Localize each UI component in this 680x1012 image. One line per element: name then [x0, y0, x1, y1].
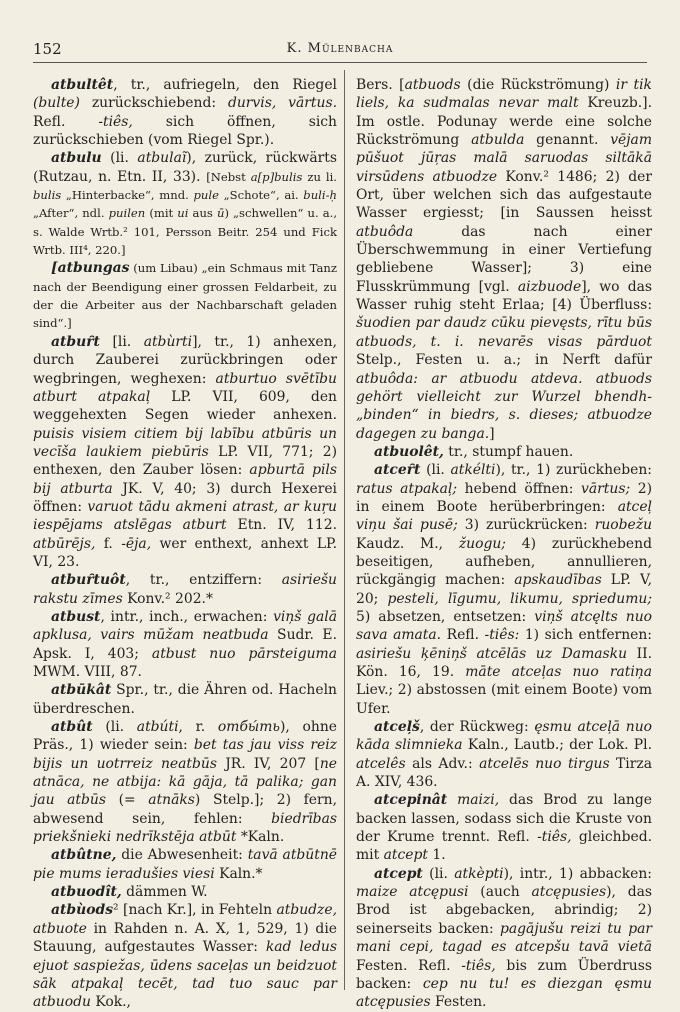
- headword: atceļš: [374, 719, 420, 736]
- example-text: cep nu tu! es diezgan ęsmu atcępusies: [356, 975, 653, 1011]
- definition-text: Stelp., Festen u. a.; in Nerft dafür: [356, 352, 652, 369]
- example-text: atbulaĩ: [137, 150, 187, 167]
- definition-text: ], tr., 1) anhexen, durch Zauberei zurückbringen oder wegbringen, weghexen:: [33, 333, 337, 387]
- right-column: [356, 76, 652, 1012]
- entry-atbutne: [33, 846, 337, 883]
- definition-text: genannt.: [524, 132, 611, 149]
- example-text: vārtus;: [581, 480, 631, 497]
- example-text: viņš galā apklusa, vairs mūžam neatbuda: [33, 608, 337, 644]
- definition-text: Kreuzb.]. Im ostle. Podunay werde eine solche Rückströmung: [356, 95, 652, 149]
- column-divider: [344, 70, 345, 990]
- definition-text: Festen.: [430, 994, 487, 1011]
- definition-text: (li.: [422, 865, 455, 882]
- definition-text: Konv.² 1486; 2) der Ort, über welchen sich das aufgestaute Wasser ergiesst; [in Saussen heisst: [356, 168, 652, 222]
- definition-text: LP. VII, 771; 2) enthexen, den Zauber lösen:: [33, 443, 338, 479]
- headword: atbulu: [51, 150, 102, 167]
- definition-text: ) Stelp.]; 2) fern, abwesend sein, fehlen:: [33, 792, 337, 827]
- example-text: -tiês,: [98, 113, 133, 130]
- entry-atbuods: [33, 901, 337, 1011]
- definition-text: ), tr., 1) zurückheben:: [495, 462, 652, 479]
- definition-text: (die Rückströmung): [460, 77, 616, 93]
- definition-text: , tr., aufriegeln, den Riegel: [113, 77, 337, 93]
- example-text: durvis, vārtus.: [227, 95, 337, 112]
- entry-atbulu: [33, 149, 337, 259]
- example-text: atbùrti: [143, 333, 193, 350]
- definition-text: 3) zurückrücken:: [457, 517, 595, 534]
- definition-text: Liev.; 2) abstossen (mit einem Boote) vom Ufer.: [356, 682, 652, 717]
- entry-atbuolet: [356, 443, 652, 461]
- example-text: ir tik liels, ka sudmalas nevar malt: [356, 77, 652, 112]
- entry-atbultet: [33, 76, 337, 149]
- definition-text: in Rahden n. A. X, 1, 529, 1) die Stauung, aufgestautes Wasser:: [33, 920, 337, 956]
- example-text: atbūrējs,: [33, 535, 96, 552]
- definition-text: Sudr. E. Apsk. I, 403;: [33, 627, 337, 662]
- headword: atbultêt: [51, 77, 114, 93]
- example-text: -tiês:: [484, 627, 520, 644]
- note-text: „After“, ndl.: [33, 206, 109, 221]
- definition-text: die Abwesenheit:: [116, 847, 248, 864]
- headword: atbuolêt,: [374, 443, 444, 460]
- example-text: (bulte): [33, 95, 80, 112]
- example-text: ratus atpakaļ;: [356, 480, 458, 497]
- note-text: buli-ḥ: [303, 188, 337, 203]
- page-header: [33, 40, 647, 63]
- definition-text: II. Kön. 16, 19.: [356, 645, 652, 680]
- example-text: atkèpti: [454, 865, 504, 882]
- entry-atbuods-continued: [356, 76, 652, 443]
- definition-text: , intr., inch., erwachen:: [100, 608, 274, 625]
- entry-atcepinat: [356, 791, 652, 864]
- note-text: pule: [193, 188, 219, 203]
- definition-text: Spr., tr., die Ähren od. Hacheln überdreschen.: [33, 682, 337, 717]
- note-text: (mit: [145, 206, 178, 221]
- definition-text: Kaln., Lautb.; der Lok. Pl.: [462, 737, 652, 754]
- example-text: varuot tādu akmeni atrast, ar kuŗu iespējams atslēgas atburt: [33, 498, 337, 534]
- definition-text: ], wo das Wasser ruhig steht Erlaa; [4) Überfluss:: [356, 278, 652, 314]
- example-text: bet tas jau viss reiz bijis un uotrreiz neatbūs: [33, 737, 337, 772]
- definition-text: 1.: [427, 847, 446, 864]
- headword: atbuȓt: [51, 333, 100, 350]
- definition-text: das Brod zu lange backen lassen, sodass sich die Kruste von der Krume trennt. Refl.: [356, 792, 652, 846]
- example-text: kad ledus ejuot saspiežas, ūdens saceļas un beidzuot sāk atpakaļ tecēt, tad tuo sauc par atbuodu: [33, 939, 337, 1011]
- page-number: 152: [33, 40, 62, 58]
- definition-text: [li.: [99, 333, 144, 350]
- definition-text: ), ohne Präs., 1) wieder sein:: [33, 719, 337, 754]
- example-text: atbulda: [471, 132, 525, 149]
- definition-text: wer enthext, anhext LP. VI, 23.: [33, 535, 337, 570]
- definition-text: JK. V, 40; 3) durch Hexerei öffnen:: [33, 480, 337, 515]
- definition-text: (=: [105, 792, 149, 809]
- example-text: pagājušu reizi tu par mani cepi, tagad es atcepšu tavā vietā: [356, 920, 653, 956]
- example-text: maize atcępusi: [356, 884, 469, 901]
- example-text: apskaudības: [514, 572, 602, 589]
- definition-text: ), zurück, rückwärts (Rutzau, n. Etn. II, 33).: [33, 150, 337, 185]
- headword: atcepinât: [374, 792, 448, 809]
- headword: atbuodît,: [51, 884, 122, 901]
- example-text: māte atceļas nuo ratiņa: [465, 664, 652, 680]
- example-text: maizi,: [457, 792, 500, 809]
- example-text: atbust nuo pārsteiguma: [151, 645, 337, 662]
- definition-text: 5) absetzen, entsetzen:: [356, 608, 535, 625]
- running-title: K. Mülenbacha: [286, 41, 394, 56]
- example-text: biedrības priekšnieki nedrīkstēja atbūt: [33, 810, 337, 846]
- example-text: atbúti: [136, 719, 179, 736]
- definition-text: ² [nach Kr.], in Fehteln: [113, 902, 277, 919]
- definition-text: bis zum Überdruss backen:: [356, 957, 652, 992]
- definition-text: zurückschiebend:: [79, 95, 228, 112]
- example-text: apburtā pils bij atburta: [33, 462, 337, 497]
- example-text: viņš atcęlts nuo sava amata.: [356, 608, 653, 644]
- example-text: atbudze, atbuote: [33, 902, 337, 937]
- definition-text: Kaln.*: [214, 865, 263, 882]
- note-text: ) „schwellen“ u. a., s. Walde Wrtb.² 101, Persson Beitr. 254 und Fick Wrtb. III⁴, 220.]: [33, 206, 338, 258]
- headword: atbût: [51, 719, 93, 736]
- note-text: a[p]bulis: [250, 169, 303, 184]
- entry-atbukat: [33, 681, 337, 718]
- definition-text: ), das Brod ist abgebacken, abrindig; 2) seinerseits backen:: [356, 884, 652, 937]
- example-text: puisis visiem citiem bij labību atbūris un vecīša laukiem piebūris: [33, 425, 337, 460]
- example-text: atcępusies: [531, 884, 607, 901]
- definition-text: ), intr., 1) abbacken:: [503, 865, 652, 882]
- note-text: [Nebst: [206, 169, 251, 184]
- definition-text: als Adv.:: [405, 755, 480, 772]
- definition-text: Bers. [: [356, 77, 405, 93]
- definition-text: Tirza A. XIV, 436.: [356, 755, 652, 791]
- definition-text: Festen. Refl.: [356, 957, 462, 974]
- definition-text: Refl.: [33, 113, 99, 130]
- definition-text: gleichbed. mit: [356, 829, 653, 864]
- example-text: atburtuo svētību atburt atpakaļ: [33, 370, 337, 405]
- definition-text: , r.: [178, 719, 218, 736]
- definition-text: MWM. VIII, 87.: [33, 664, 142, 680]
- left-column: [33, 76, 337, 1012]
- headword: atbūkât: [51, 682, 112, 699]
- example-text: atbuods: [404, 77, 461, 93]
- example-text: tavā atbūtnē pie mums ieradušies viesi: [33, 847, 337, 882]
- entry-atcept: [356, 865, 652, 1012]
- headword: atceȓt: [374, 462, 421, 479]
- definition-text: dämmen W.: [121, 884, 208, 901]
- example-text: atnāks: [148, 792, 195, 809]
- example-text: asiriešu rakstu zīmes: [33, 572, 337, 607]
- definition-text: 2) in einem Boote herüberbringen:: [356, 480, 652, 515]
- headword: [atbungas: [51, 260, 130, 277]
- definition-text: Kok.,: [90, 994, 131, 1011]
- definition-text: (li.: [420, 462, 451, 479]
- definition-text: JR. IV, 207 [: [216, 755, 320, 772]
- definition-text: 1) sich entfernen:: [519, 627, 652, 644]
- note-text: zu li.: [302, 169, 337, 184]
- example-text: отбы́ть: [217, 719, 280, 736]
- definition-text: Etn. IV, 112.: [226, 517, 337, 534]
- entry-atbust: [33, 608, 337, 681]
- entry-atcelt: [356, 461, 652, 718]
- entry-atcels: [356, 718, 652, 791]
- definition-text: Kaudz. M.,: [356, 535, 459, 552]
- definition-text: (auch: [468, 884, 532, 901]
- example-text: ęsmu atceļā nuo kāda slimnieka: [356, 719, 653, 754]
- definition-text: (um Libau) „ein Schmaus mit Tanz nach der Beendigung einer grossen Feldarbeit, zu der die Arbeiter aus der Nachbarschaft geladen sind“.]: [33, 261, 337, 331]
- example-text: atcept: [383, 847, 428, 864]
- definition-text: sich öffnen, sich zurückschieben (vom Riegel Spr.).: [33, 113, 337, 149]
- entry-atburtuot: [33, 571, 337, 608]
- definition-text: , der Rückweg:: [419, 719, 535, 736]
- definition-text: *Kaln.: [236, 829, 285, 846]
- example-text: atceļ viņu šai pusē;: [356, 498, 652, 534]
- headword: atbûtne,: [51, 847, 117, 864]
- example-text: -tiês,: [537, 829, 572, 846]
- example-text: -tiês,: [461, 957, 496, 974]
- example-text: aizbuode: [517, 278, 582, 295]
- definition-text: , tr., entziffern:: [125, 572, 282, 589]
- definition-text: das nach einer Überschwemmung in einer Vertiefung gebliebene Wasser]; 3) eine Flusskrümmung [vgl.: [356, 223, 652, 295]
- definition-text: hebend öffnen:: [457, 480, 582, 497]
- headword: atcept: [374, 865, 423, 882]
- example-text: -ēja,: [121, 535, 152, 552]
- definition-text: Refl.: [441, 627, 485, 644]
- note-text: aus: [188, 206, 217, 221]
- example-text: pesteli, līgumu, likumu, spriedumu;: [387, 590, 652, 607]
- definition-text: f.: [95, 535, 122, 552]
- entry-atbungas: [33, 259, 337, 332]
- example-text: atcelês: [356, 755, 406, 772]
- example-text: ruobežu: [594, 517, 653, 534]
- entry-atbut: [33, 718, 337, 846]
- entry-atburt: [33, 333, 337, 571]
- definition-text: Konv.² 202.*: [122, 590, 213, 607]
- definition-text: [447, 792, 457, 808]
- definition-text: LP. VII, 609, den weggehexten Segen wieder anhexen.: [33, 388, 337, 424]
- note-text: puilen: [108, 206, 146, 221]
- example-text: atbuôda: ar atbuodu atdeva. atbuods gehört vielleicht zur Wurzel bhendh- „binden“ in biedrs, s. dieses; atbuodze dagegen zu banga.: [356, 370, 652, 442]
- headword: atbuȓtuôt: [51, 572, 126, 589]
- example-text: atkélti: [450, 462, 496, 479]
- definition-text: ]: [489, 425, 495, 442]
- example-text: atbuôda: [356, 223, 414, 240]
- entry-atbuodit: [33, 883, 337, 901]
- note-text: bulis: [33, 188, 62, 203]
- note-text: ui: [177, 206, 189, 221]
- example-text: asiriešu ķēniņš atcēlās uz Damasku: [356, 645, 628, 662]
- headword: atbust: [51, 608, 101, 625]
- definition-text: LP. V, 20;: [356, 572, 652, 607]
- definition-text: tr., stumpf hauen.: [443, 443, 574, 460]
- note-text: „Hinterbacke“, mnd.: [61, 188, 194, 203]
- example-text: žuogu;: [458, 535, 506, 552]
- definition-text: (li.: [92, 719, 137, 736]
- definition-text: (li.: [101, 150, 138, 167]
- example-text: vējam pūšuot jūŗas malā saruodas siltākā virsūdens atbuodze: [356, 132, 653, 185]
- note-text: ū: [216, 206, 225, 221]
- definition-text: 4) zurückhebend beseitigen, aufheben, annullieren, rückgängig machen:: [356, 535, 652, 589]
- headword: atbùods: [51, 902, 114, 919]
- note-text: „Schote“, ai.: [218, 188, 304, 203]
- example-text: šuodien par daudz cūku pievęsts, rītu būs atbuods, t. i. nevarēs visas pārduot: [356, 315, 652, 350]
- example-text: atcelēs nuo tirgus: [479, 755, 610, 772]
- example-text: ne atnāca, ne atbija: kā gāja, tā palika; gan jau atbūs: [33, 755, 337, 809]
